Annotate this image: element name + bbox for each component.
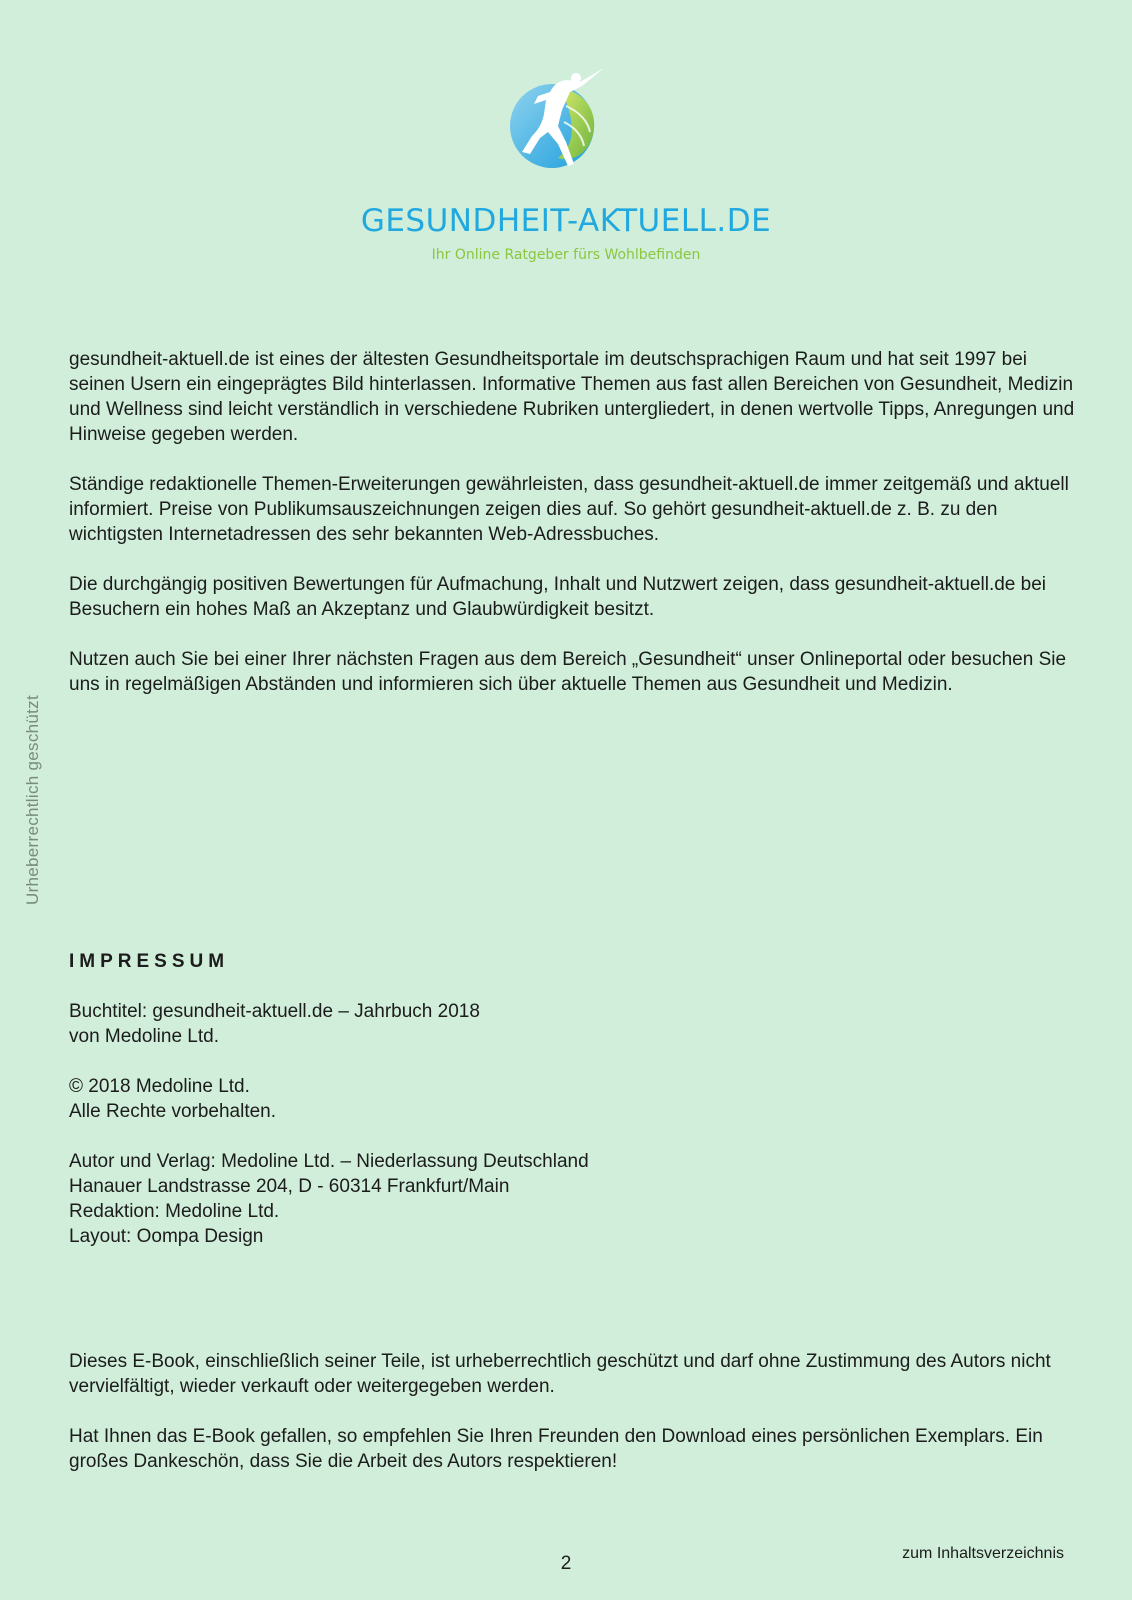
legal-paragraph: Dieses E-Book, einschließlich seiner Teile, ist urheberrechtlich geschützt und darf ohne Zustimmung des Autors nicht vervielfältigt, wieder verkauft oder weitergegeben werden. <box>69 1351 1051 1397</box>
impressum-line: Autor und Verlag: Medoline Ltd. – Niederlassung Deutschland <box>69 1151 589 1172</box>
intro-paragraph: Die durchgängig positiven Bewertungen für Aufmachung, Inhalt und Nutzwert zeigen, dass gesundheit-aktuell.de bei Besuchern ein hohes Maß an Akzeptanz und Glaubwürdigkeit besitzt. <box>69 574 1047 620</box>
copyright-side-note: Urheberrechtlich geschützt <box>23 694 42 905</box>
intro-paragraph: Ständige redaktionelle Themen-Erweiterungen gewährleisten, dass gesundheit-aktuell.de immer zeitgemäß und aktuell informiert. Preise von Publikumsauszeichnungen zeigen dies auf. So gehört gesundheit-aktuell.de z. B. zu den wichtigsten Internetadressen des sehr bekannten Web-Adressbuches. <box>69 474 1069 545</box>
intro-paragraph: gesundheit-aktuell.de ist eines der ältesten Gesundheitsportale im deutschsprachigen Raum und hat seit 1997 bei seinen Usern ein eingeprägtes Bild hinterlassen. Informative Themen aus fast allen Bereichen von Gesundheit, Medizin und Wellness sind leicht verständlich in verschiedene Rubriken untergliedert, in denen wertvolle Tipps, Anregungen und Hinweise gegeben werden. <box>69 349 1075 445</box>
impressum-line: Redaktion: Medoline Ltd. <box>69 1201 280 1222</box>
impressum-line: Hanauer Landstrasse 204, D - 60314 Frankfurt/Main <box>69 1176 510 1197</box>
impressum-line: von Medoline Ltd. <box>69 1026 219 1047</box>
impressum-line: Layout: Oompa Design <box>69 1226 264 1247</box>
impressum-heading: IMPRESSUM <box>69 951 230 972</box>
impressum-line: Buchtitel: gesundheit-aktuell.de – Jahrbuch 2018 <box>69 1001 480 1022</box>
page-number: 2 <box>560 1553 572 1574</box>
intro-paragraph: Nutzen auch Sie bei einer Ihrer nächsten Fragen aus dem Bereich „Gesundheit“ unser Onlineportal oder besuchen Sie uns in regelmäßigen Abständen und informieren sich über aktuelle Themen aus Gesundheit und Medizin. <box>69 649 1067 695</box>
dancer-leaf-logo-icon <box>508 66 608 174</box>
brand-tagline: Ihr Online Ratgeber fürs Wohlbefinden <box>431 247 701 263</box>
impressum-line: © 2018 Medoline Ltd. <box>69 1076 250 1097</box>
impressum-line: Alle Rechte vorbehalten. <box>69 1101 277 1122</box>
legal-paragraph: Hat Ihnen das E-Book gefallen, so empfehlen Sie Ihren Freunden den Download eines persönlichen Exemplars. Ein großes Dankeschön, dass Sie die Arbeit des Autors respektieren! <box>69 1426 1043 1472</box>
brand-title: GESUNDHEIT-AKTUELL.DE <box>360 203 772 239</box>
table-of-contents-link[interactable]: zum Inhaltsverzeichnis <box>902 1545 1064 1562</box>
